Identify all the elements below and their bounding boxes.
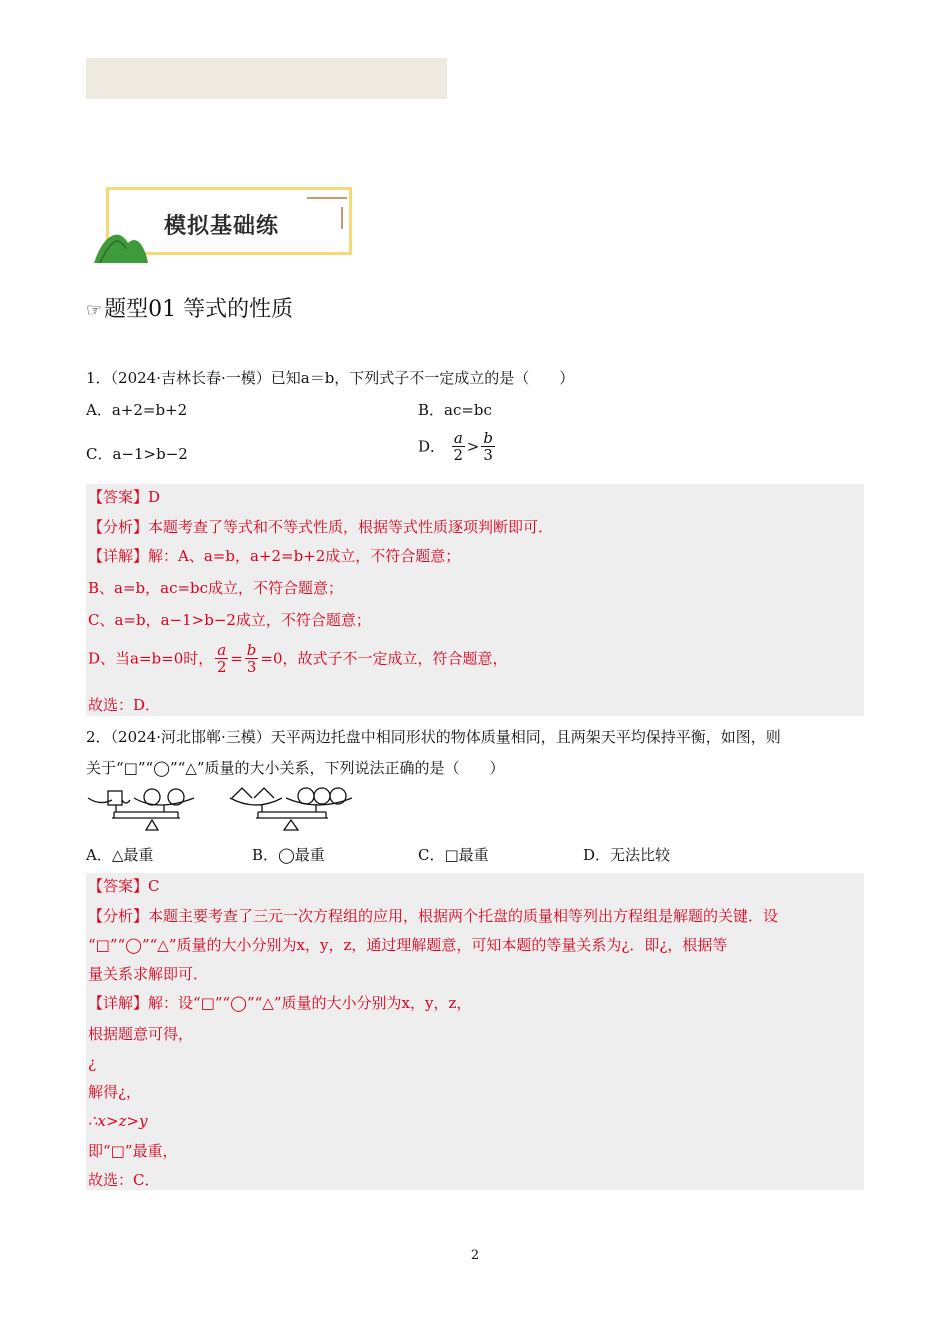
q2-option-c: C．□最重 xyxy=(418,846,489,864)
q1-option-d-label: D． xyxy=(418,437,446,456)
q2-answer-block xyxy=(86,873,864,1190)
q2-stem-line2: 关于“□”“◯”“△”质量的大小关系，下列说法正确的是（ ） xyxy=(86,759,505,777)
q1-dd-eq: = xyxy=(230,649,243,668)
q1-d-gt: > xyxy=(466,437,480,456)
q1-dd-den-2: 2 xyxy=(216,658,227,676)
q1-d-num-a: a xyxy=(453,429,463,447)
q2-conclusion: 故选：C． xyxy=(88,1171,160,1189)
q1-option-c: C．a−1>b−2 xyxy=(86,445,188,463)
banner-title: 模拟基础练 xyxy=(164,214,280,239)
q1-d-den-2: 2 xyxy=(453,446,464,464)
q2-analysis-line3: 量关系求解即可． xyxy=(88,965,209,983)
q1-option-b: B．ac=bc xyxy=(418,401,492,419)
q1-detail-c: C、a=b，a−1>b−2成立，不符合题意； xyxy=(88,611,371,629)
section-heading xyxy=(86,292,293,323)
q1-detail-d-post: =0，故式子不一定成立，符合题意， xyxy=(260,649,508,668)
banner-accent-vline xyxy=(341,207,343,229)
q1-conclusion: 故选：D． xyxy=(88,696,161,714)
q2-option-a: A．△最重 xyxy=(86,846,154,864)
pointing-hand-icon: ☞ xyxy=(86,300,103,321)
q1-analysis: 【分析】本题考查了等式和不等式性质，根据等式性质逐项判断即可． xyxy=(88,518,554,536)
q2-detail-3: ¿ xyxy=(88,1054,97,1072)
section-banner xyxy=(92,185,358,263)
banner-accent-line xyxy=(307,197,347,199)
q2-answer: 【答案】C xyxy=(88,877,160,895)
q1-detail-d-pre: D、当a=b=0时， xyxy=(88,649,214,668)
q1-d-den-3: 3 xyxy=(483,446,493,464)
q1-detail-d xyxy=(88,642,508,675)
page-number: 2 xyxy=(470,1248,480,1263)
mountain-icon xyxy=(92,229,152,265)
q2-detail-2: 根据题意可得， xyxy=(88,1025,194,1043)
balance-scales-figure xyxy=(86,786,356,836)
q1-d-num-b: b xyxy=(483,429,493,447)
q2-detail-5: ∴x>z>y xyxy=(88,1112,148,1130)
q1-answer: 【答案】D xyxy=(88,488,161,506)
header-bar xyxy=(86,58,447,99)
q1-answer-block xyxy=(86,484,864,716)
q2-option-d: D．无法比较 xyxy=(583,846,671,864)
q1-option-a: A．a+2=b+2 xyxy=(86,401,188,419)
q1-detail-b: B、a=b，ac=bc成立，不符合题意； xyxy=(88,579,344,597)
q1-stem: 1．（2024·吉林长春·一模）已知a＝b，下列式子不一定成立的是（ ） xyxy=(86,369,575,387)
q1-dd-num-b: b xyxy=(246,641,257,659)
q1-dd-den-3: 3 xyxy=(246,658,257,676)
q1-detail-a: 【详解】解：A、a=b，a+2=b+2成立，不符合题意； xyxy=(88,547,461,565)
q2-detail-6: 即“□”最重， xyxy=(88,1142,178,1160)
q2-analysis-line1: 【分析】本题主要考查了三元一次方程组的应用，根据两个托盘的质量相等列出方程组是解题的关键．设 xyxy=(88,907,779,925)
q1-dd-num-a: a xyxy=(217,641,227,659)
q2-detail-1: 【详解】解：设“□”“◯”“△”质量的大小分别为x，y，z， xyxy=(88,994,472,1012)
q2-analysis-line2: “□”“◯”“△”质量的大小分别为x，y，z，通过理解题意，可知本题的等量关系为¿．即¿，根据等 xyxy=(88,936,728,954)
q1-option-d xyxy=(418,430,497,463)
q2-option-b: B．◯最重 xyxy=(252,846,325,864)
q2-detail-4: 解得¿， xyxy=(88,1083,142,1101)
q2-stem-line1: 2．（2024·河北邯郸·三模）天平两边托盘中相同形状的物体质量相同，且两架天平均保持平衡，如图，则 xyxy=(86,728,781,746)
section-title: 题型01 等式的性质 xyxy=(104,297,294,322)
